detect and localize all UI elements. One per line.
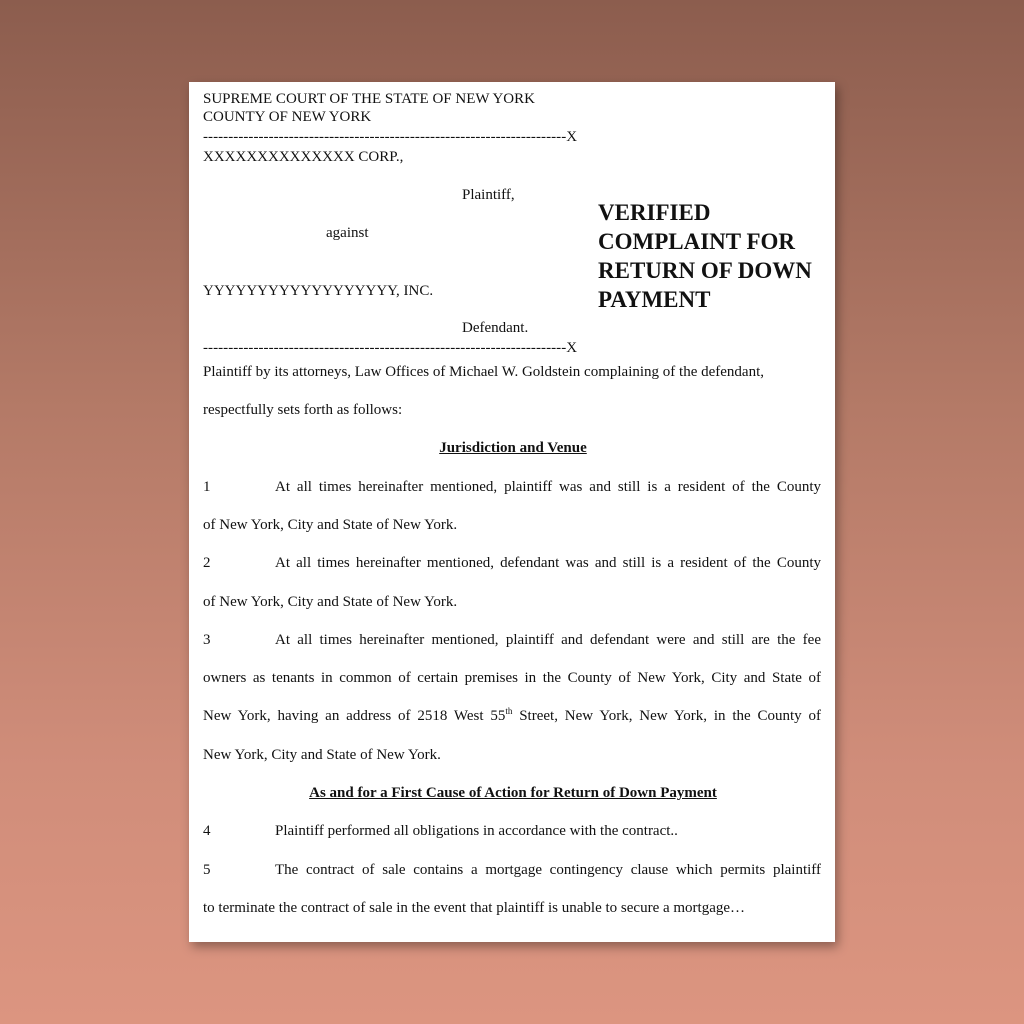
paragraph-2-line-2: of New York, City and State of New York. <box>203 594 458 610</box>
paragraph-4-line-1: Plaintiff performed all obligations in accordance with the contract.. <box>275 823 678 839</box>
paragraph-5-line-2: to terminate the contract of sale in the event that plaintiff is unable to secure a mortgage… <box>203 900 746 916</box>
paragraph-3-line-1: At all times hereinafter mentioned, plaintiff and defendant were and still are the fee <box>275 632 821 648</box>
plaintiff-name: XXXXXXXXXXXXXX CORP., <box>203 149 404 165</box>
versus-label: against <box>326 225 369 241</box>
defendant-role: Defendant. <box>462 320 529 336</box>
document-title: VERIFIED COMPLAINT FOR RETURN OF DOWN PAYMENT <box>598 200 812 312</box>
paragraph-number: 1 <box>203 479 211 495</box>
plaintiff-role: Plaintiff, <box>462 187 515 203</box>
paragraph-number: 3 <box>203 632 211 648</box>
defendant-name: YYYYYYYYYYYYYYYYYY, INC. <box>203 283 434 299</box>
address-text-start: New York, having an address of 2518 West 55 <box>203 708 506 724</box>
ordinal-suffix: th <box>505 706 513 716</box>
paragraph-number: 2 <box>203 555 211 571</box>
paragraph-2-line-1: At all times hereinafter mentioned, defendant was and still is a resident of the County <box>275 555 821 571</box>
paragraph-3-line-4: New York, City and State of New York. <box>203 747 441 763</box>
caption-separator-bottom: ------------------------------------------------------------------------X <box>203 340 578 356</box>
document-page <box>189 82 835 942</box>
paragraph-number: 4 <box>203 823 211 839</box>
paragraph-3-line-3 <box>203 708 821 725</box>
paragraph-3-line-2: owners as tenants in common of certain premises in the County of New York, City and State of <box>203 670 821 686</box>
address-text-end: Street, New York, New York, in the County of <box>512 708 821 724</box>
county-name: COUNTY OF NEW YORK <box>203 109 372 125</box>
paragraph-1-line-1: At all times hereinafter mentioned, plaintiff was and still is a resident of the County <box>275 479 821 495</box>
paragraph-5-line-1: The contract of sale contains a mortgage contingency clause which permits plaintiff <box>275 862 821 878</box>
intro-line-1: Plaintiff by its attorneys, Law Offices of Michael W. Goldstein complaining of the defendant, <box>203 364 764 380</box>
intro-line-2: respectfully sets forth as follows: <box>203 402 403 418</box>
caption-separator-top: ------------------------------------------------------------------------X <box>203 129 578 145</box>
cause-of-action-heading: As and for a First Cause of Action for Return of Down Payment <box>309 785 717 801</box>
paragraph-number: 5 <box>203 862 211 878</box>
court-name: SUPREME COURT OF THE STATE OF NEW YORK <box>203 91 535 107</box>
paragraph-1-line-2: of New York, City and State of New York. <box>203 517 458 533</box>
jurisdiction-heading: Jurisdiction and Venue <box>439 440 587 456</box>
